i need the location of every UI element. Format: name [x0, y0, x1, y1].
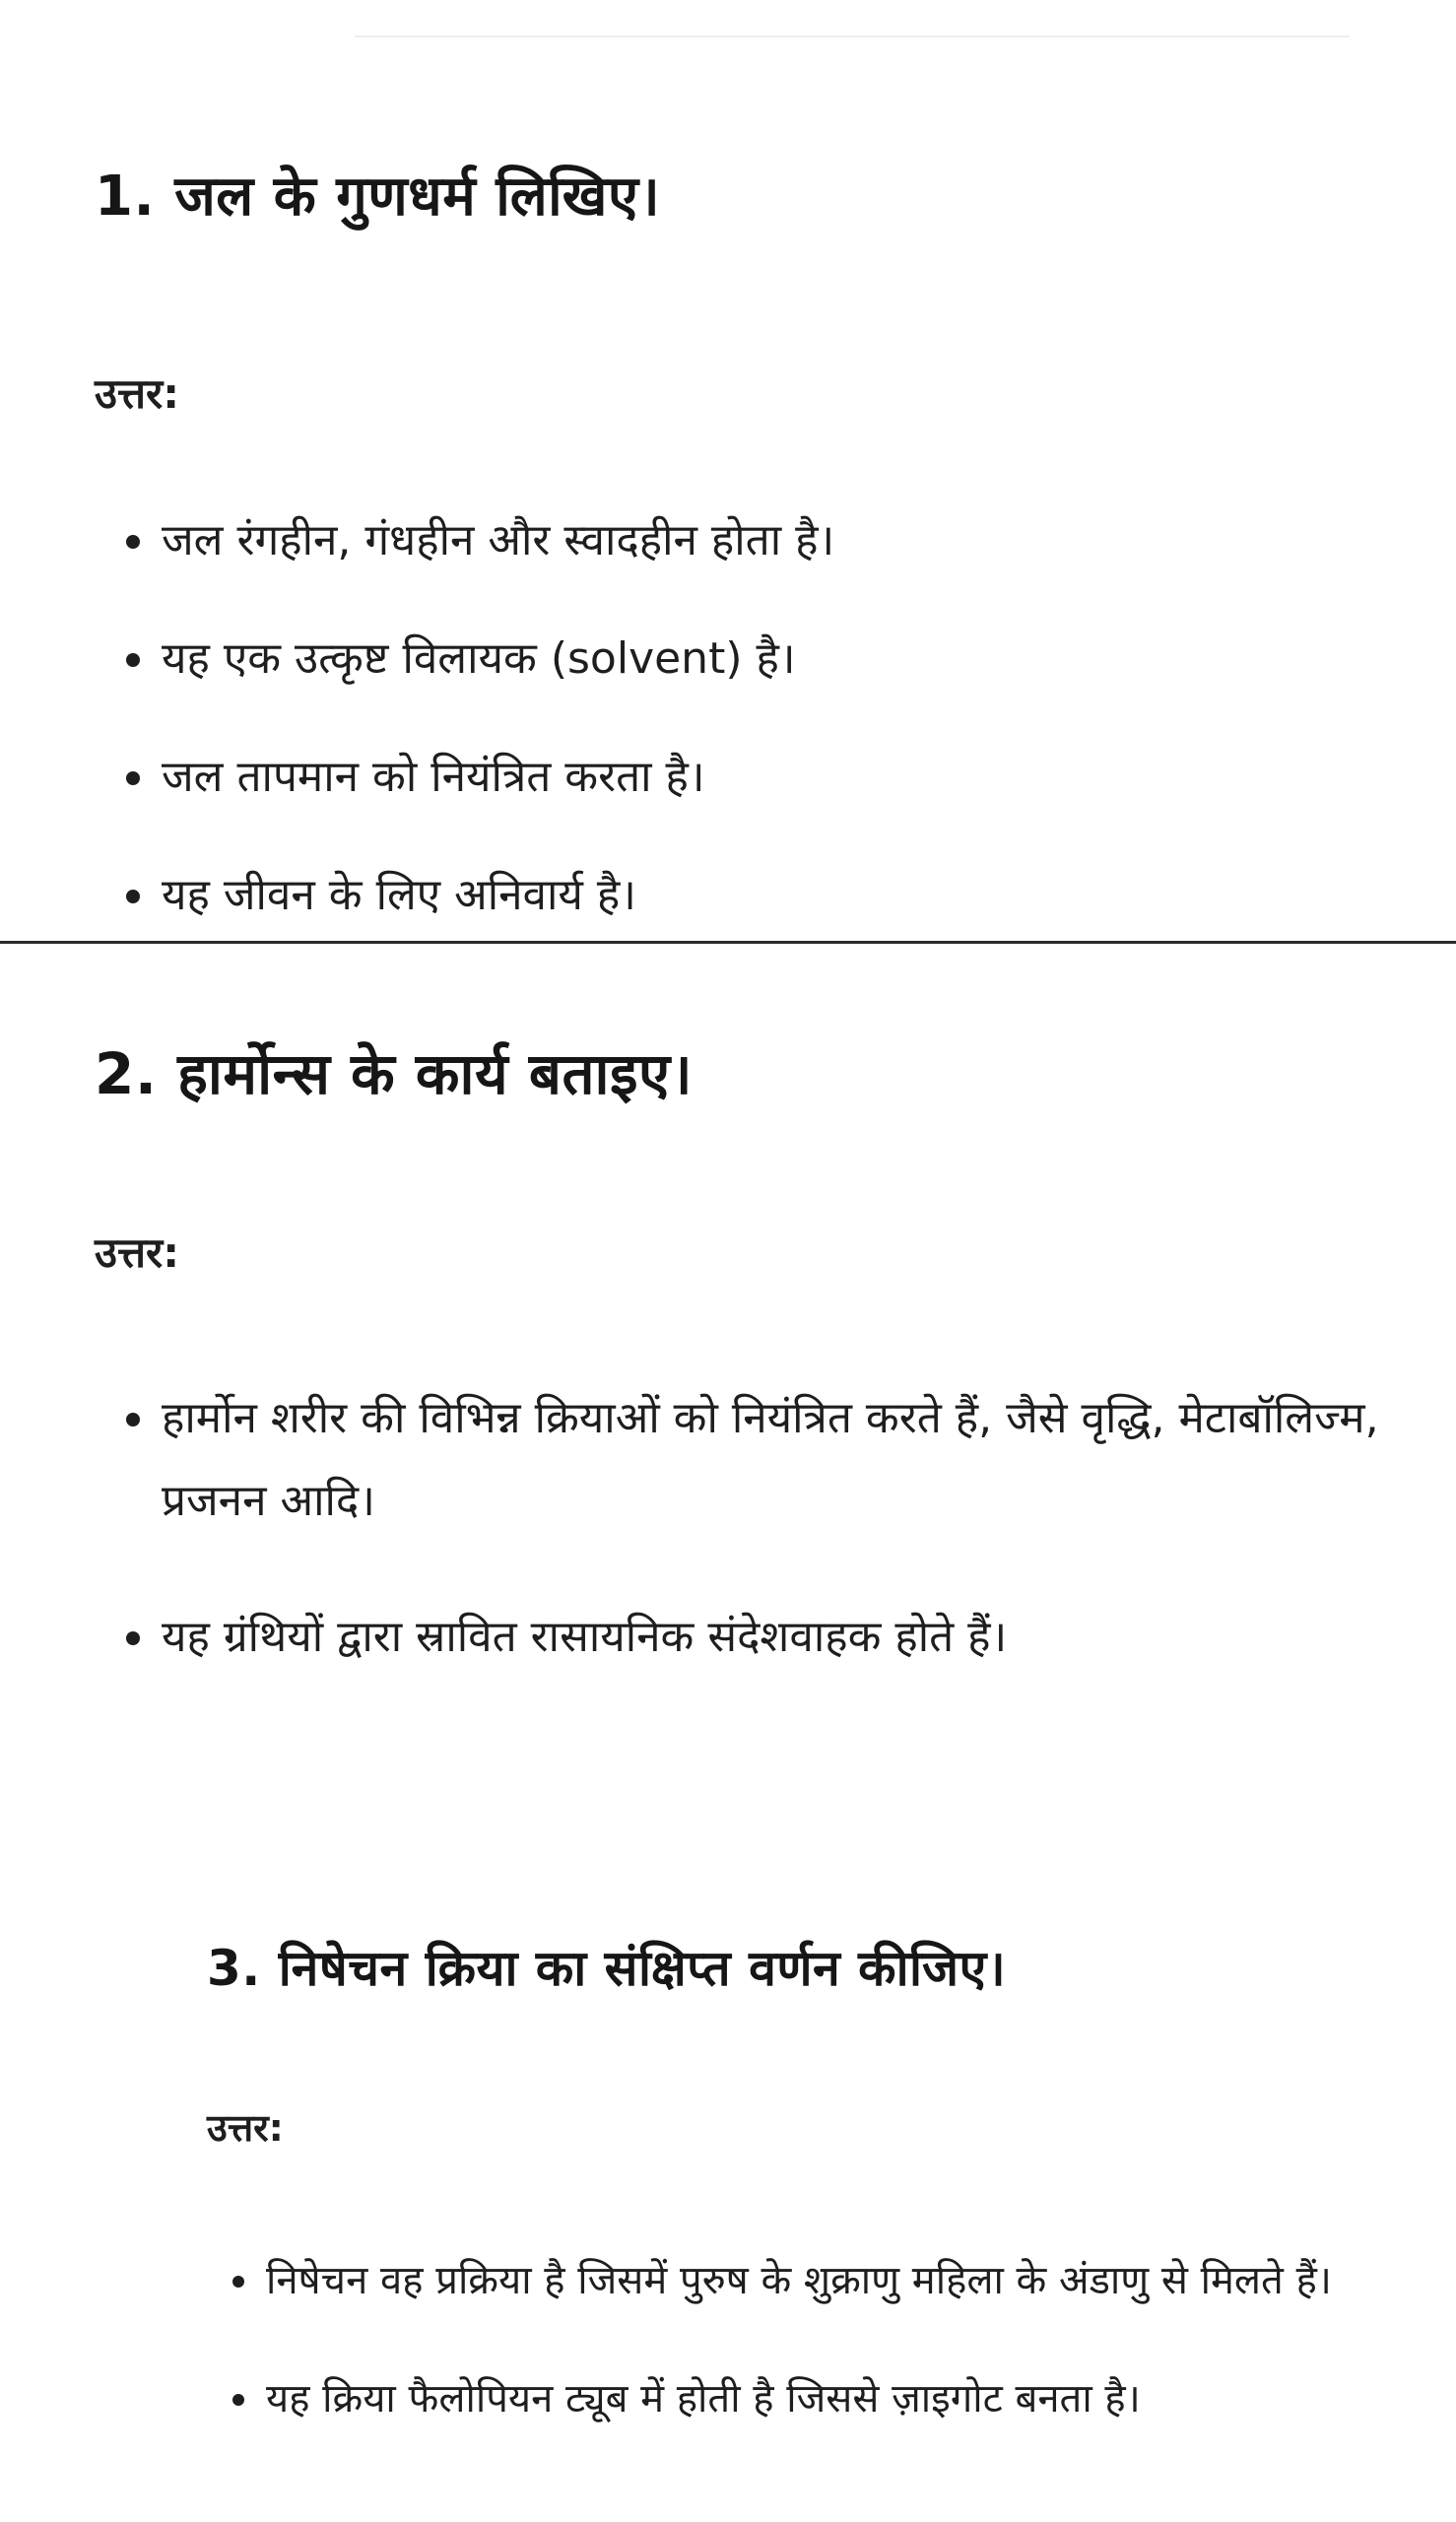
answer-point: यह क्रिया फैलोपियन ट्यूब में होती है जिससे ज़ाइगोट बनता है। — [207, 2362, 1369, 2435]
question-section-3 — [207, 1931, 1369, 2481]
answer-point: हार्मोन शरीर की विभिन्न क्रियाओं को नियंत्रित करते हैं, जैसे वृद्धि, मेटाबॉलिज्म, प्रजनन आदि। — [95, 1377, 1415, 1543]
question-section-2 — [95, 1034, 1415, 1732]
section-divider — [0, 941, 1456, 944]
answer-label: उत्तर: — [95, 369, 180, 418]
answer-point: निषेचन वह प्रक्रिया है जिसमें पुरुष के शुक्राणु महिला के अंडाणु से मिलते हैं। — [207, 2244, 1369, 2317]
question-section-1 — [95, 158, 1405, 983]
question-title: 2. हार्मोन्स के कार्य बताइए। — [95, 1040, 694, 1107]
top-rule — [355, 35, 1350, 37]
answer-point: यह ग्रंथियों द्वारा स्रावित रासायनिक संदेशवाहक होते हैं। — [95, 1596, 1415, 1679]
answer-point: यह एक उत्कृष्ट विलायक (solvent) है। — [95, 629, 1405, 690]
answer-point: यह जीवन के लिए अनिवार्य है। — [95, 865, 1405, 926]
answer-list — [95, 510, 1405, 926]
answer-label: उत्तर: — [207, 2106, 284, 2150]
answer-list — [207, 2244, 1369, 2435]
answer-point: जल तापमान को नियंत्रित करता है। — [95, 747, 1405, 808]
question-title: 3. निषेचन क्रिया का संक्षिप्त वर्णन कीजिए। — [207, 1940, 1007, 1997]
answer-label: उत्तर: — [95, 1228, 180, 1277]
question-title: 1. जल के गुणधर्म लिखिए। — [95, 165, 661, 229]
answer-list — [95, 1377, 1415, 1679]
answer-point: जल रंगहीन, गंधहीन और स्वादहीन होता है। — [95, 510, 1405, 571]
